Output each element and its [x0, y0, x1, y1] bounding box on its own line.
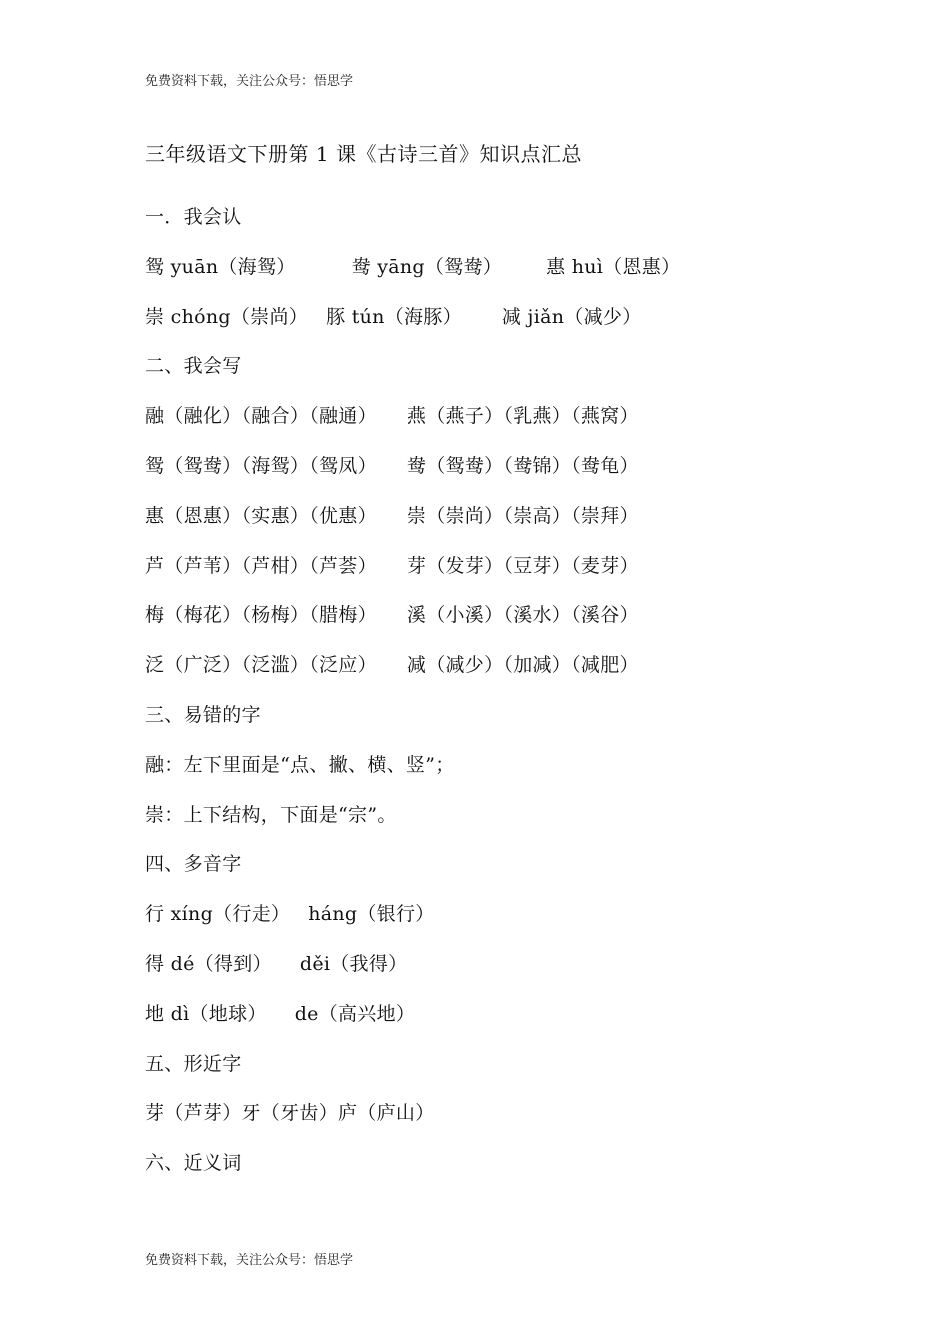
- section-heading-3: 三、易错的字: [145, 703, 261, 726]
- recognize-item: 豚 tún（海豚）: [326, 305, 462, 328]
- write-row: [145, 501, 910, 551]
- polyphone-item: 地 dì（地球）: [145, 1002, 267, 1025]
- write-row: [145, 401, 910, 451]
- recognize-item: 鸳 yuān（海鸳）: [145, 255, 296, 278]
- write-item: 芦（芦苇）（芦柑）（芦荟）: [145, 554, 377, 577]
- page-header: 免费资料下载，关注公众号：悟思学: [145, 74, 354, 89]
- document-title: 三年级语文下册第 1 课《古诗三首》知识点汇总: [145, 142, 582, 166]
- page-footer: 免费资料下载，关注公众号：悟思学: [145, 1253, 354, 1268]
- write-item: 鸯（鸳鸯）（鸯锦）（鸯龟）: [406, 454, 639, 477]
- section-heading-4: 四、多音字: [145, 853, 242, 876]
- write-item: 泛（广泛）（泛滥）（泛应）: [145, 654, 377, 677]
- write-item: 梅（梅花）（杨梅）（腊梅）: [145, 604, 377, 627]
- write-row: [145, 551, 910, 601]
- write-row: [145, 451, 910, 501]
- recognize-item: 鸯 yāng（鸳鸯）: [351, 255, 503, 278]
- polyphone-row: [145, 949, 910, 999]
- polyphone-item: děi（我得）: [299, 952, 408, 975]
- section-heading-1: 一．我会认: [145, 206, 242, 228]
- recognize-item: 崇 chóng（崇尚）: [145, 305, 309, 328]
- polyphone-row: [145, 899, 910, 949]
- write-item: 融（融化）（融合）（融通）: [145, 405, 377, 428]
- error-prone-line: 融：左下里面是“点、撇、横、竖”；: [145, 753, 455, 776]
- write-item: 燕（燕子）（乳燕）（燕窝）: [406, 405, 639, 428]
- polyphone-item: de（高兴地）: [294, 1002, 416, 1025]
- write-row: [145, 600, 910, 650]
- recognize-row-1: [145, 252, 910, 302]
- write-row: [145, 650, 910, 700]
- polyphone-item: háng（银行）: [308, 903, 435, 926]
- write-item: 鸳（鸳鸯）（海鸳）（鸳凤）: [145, 454, 377, 477]
- write-item: 崇（崇尚）（崇高）（崇拜）: [406, 504, 639, 527]
- section-heading-2: 二、我会写: [145, 355, 242, 378]
- polyphone-item: 得 dé（得到）: [145, 952, 272, 975]
- section-heading-5: 五、形近字: [145, 1052, 242, 1075]
- recognize-item: 惠 huì（恩惠）: [546, 255, 681, 278]
- recognize-item: 减 jiǎn（减少）: [501, 305, 642, 328]
- write-item: 芽（发芽）（豆芽）（麦芽）: [406, 554, 639, 577]
- similar-char-line: 芽（芦芽）牙（牙齿）庐（庐山）: [145, 1102, 435, 1125]
- write-item: 溪（小溪）（溪水）（溪谷）: [406, 604, 639, 627]
- write-item: 惠（恩惠）（实惠）（优惠）: [145, 504, 377, 527]
- polyphone-row: [145, 999, 910, 1049]
- recognize-row-2: [145, 302, 910, 352]
- error-prone-line: 崇：上下结构，下面是“宗”。: [145, 803, 397, 826]
- write-item: 减（减少）（加减）（减肥）: [406, 654, 639, 677]
- polyphone-item: 行 xíng（行走）: [145, 903, 291, 926]
- section-heading-6: 六、近义词: [145, 1152, 242, 1175]
- document-body: [145, 202, 910, 1198]
